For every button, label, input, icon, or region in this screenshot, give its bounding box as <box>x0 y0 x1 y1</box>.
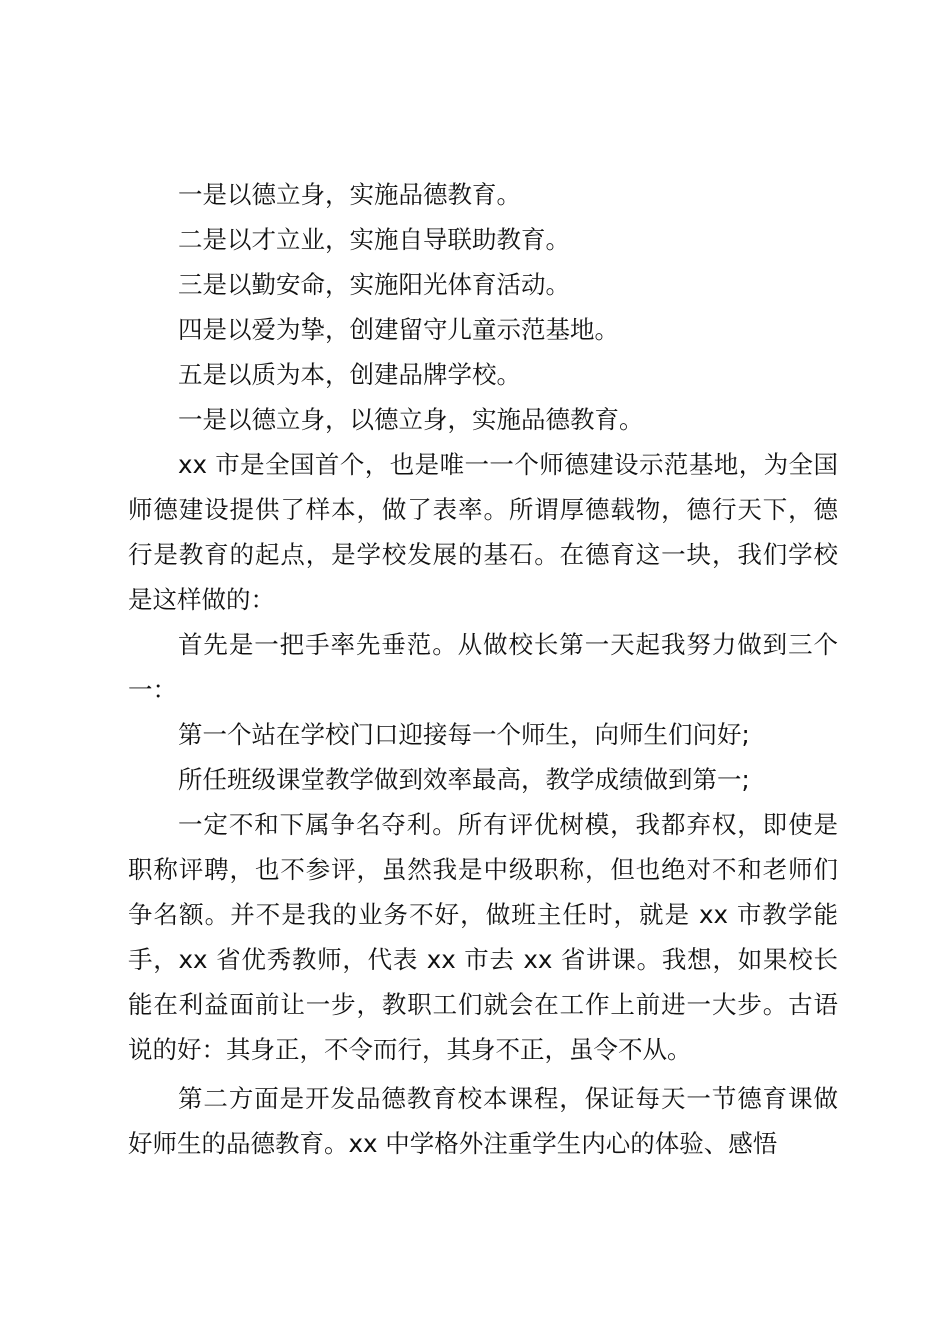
paragraph: 第一个站在学校门口迎接每一个师生，向师生们问好; <box>178 720 750 749</box>
paragraph: 五是以质为本，创建品牌学校。 <box>178 360 521 389</box>
paragraph: 一定不和下属争名夺利。所有评优树模，我都弃权，即使是职称评聘，也不参评，虽然我是中级职称，但也绝对不和老师们争名额。并不是我的业务不好，做班主任时，就是 xx 市教学能手，xx 省优秀教师，代表 xx 市去 xx 省讲课。我想，如果校长能在利益面前让一步，教职工们就会在工作上前进一大步。古语说的好：其身正，不令而行，其身不正，虽令不从。 <box>128 810 838 1064</box>
paragraph: 一是以德立身，以德立身，实施品德教育。 <box>178 405 644 434</box>
paragraph: 第二方面是开发品德教育校本课程，保证每天一节德育课做好师生的品德教育。xx 中学格外注重学生内心的体验、感悟 <box>128 1084 838 1158</box>
document-body <box>128 172 838 1166</box>
paragraph: xx 市是全国首个，也是唯一一个师德建设示范基地，为全国师德建设提供了样本，做了表率。所谓厚德载物，德行天下，德行是教育的起点，是学校发展的基石。在德育这一块，我们学校是这样做的： <box>128 450 838 614</box>
paragraph: 三是以勤安命，实施阳光体育活动。 <box>178 270 570 299</box>
paragraph: 一是以德立身，实施品德教育。 <box>178 180 521 209</box>
paragraph: 所任班级课堂教学做到效率最高，教学成绩做到第一; <box>178 765 750 794</box>
paragraph: 四是以爱为挚，创建留守儿童示范基地。 <box>178 315 619 344</box>
paragraph: 首先是一把手率先垂范。从做校长第一天起我努力做到三个一： <box>128 630 838 704</box>
paragraph: 二是以才立业，实施自导联助教育。 <box>178 225 570 254</box>
